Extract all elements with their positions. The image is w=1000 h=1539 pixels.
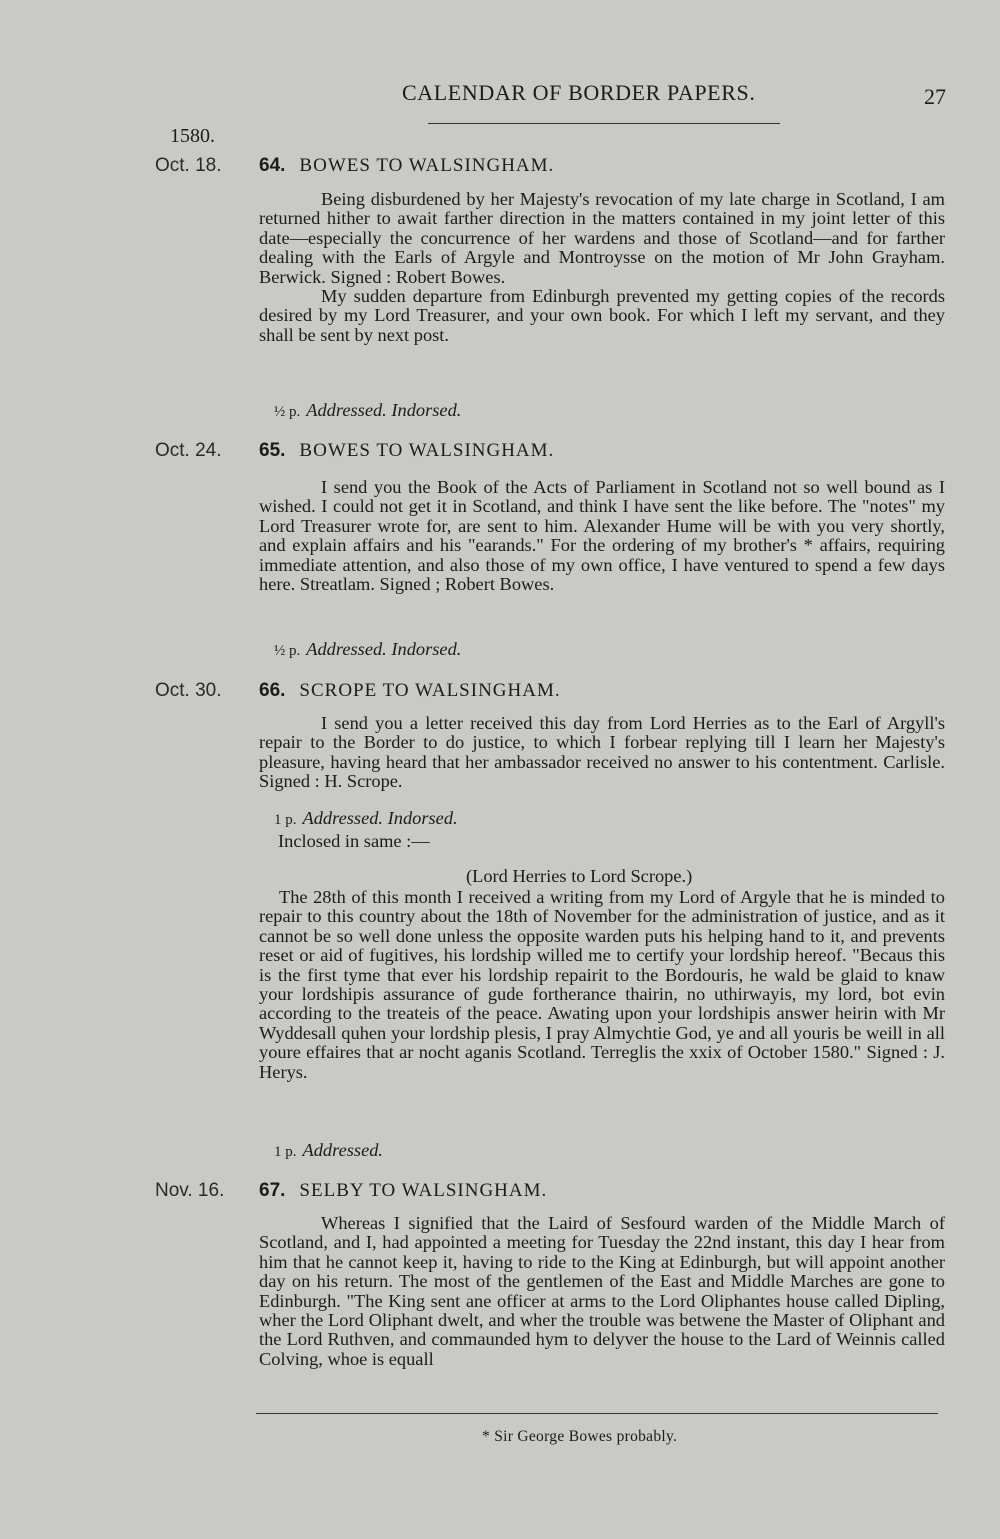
- entry-65-body: [259, 478, 945, 594]
- page-number: 27: [924, 84, 946, 109]
- entry-number: 67.: [259, 1180, 286, 1201]
- inclosure-note: [274, 1140, 383, 1161]
- entry-64-body: [259, 190, 945, 345]
- entry-heading: [259, 155, 554, 177]
- entry-67-body: [259, 1214, 945, 1369]
- paragraph: I send you a letter received this day from Lord Herries as to the Earl of Argyll's repair to the Border to do justice, to which I forbear replying till I learn her Majesty's pleasure, having heard that her ambassador received no answer to his contentment. Carlisle. Signed : H. Scrope.: [259, 713, 945, 792]
- inclosure-title: (Lord Herries to Lord Scrope.): [466, 866, 693, 886]
- entry-66-note: [274, 808, 458, 829]
- entry-number: 65.: [259, 440, 286, 461]
- page-count: ½ p.: [274, 643, 301, 659]
- running-title: CALENDAR OF BORDER PAPERS.: [402, 80, 756, 105]
- entry-heading: [259, 1180, 547, 1202]
- footnote: * Sir George Bowes probably.: [482, 1428, 678, 1445]
- year-label: 1580.: [170, 125, 215, 147]
- entry-number: 64.: [259, 155, 286, 176]
- entry-66-body: [259, 714, 945, 792]
- paragraph: Whereas I signified that the Laird of Sesfourd warden of the Middle March of Scotland, and I, had appointed a meeting for Tuesday the 22nd instant, this day I hear from him that he cannot keep it, having to ride to the King at Edinburgh, but will appoint another day on his return. The most of the gentlemen of the East and Middle Marches are gone to Edinburgh. "The King sent ane officer at arms to the Lord Oliphantes house called Dipling, wher the Lord Oliphant dwelt, and wher the trouble was betwene the Master of Oliphant and the Lord Ruthven, and commaunded hym to delyver the house to the Lard of Weinnis called Colving, whoe is equall: [259, 1213, 945, 1369]
- entry-64-note: [274, 400, 461, 421]
- note-text: Addressed. Indorsed.: [306, 639, 462, 659]
- page-count: 1 p.: [274, 1144, 297, 1160]
- entry-date: Oct. 30.: [155, 680, 222, 701]
- paragraph: My sudden departure from Edinburgh prevented my getting copies of the records desired by my Lord Treasurer, and your own book. For which I left my servant, and they shall be sent by next post.: [259, 286, 945, 345]
- entry-heading: [259, 680, 561, 702]
- note-text: Addressed.: [302, 1140, 384, 1160]
- note-text: Addressed. Indorsed.: [306, 400, 462, 420]
- entry-title: BOWES TO WALSINGHAM.: [299, 440, 555, 461]
- entry-number: 66.: [259, 680, 286, 701]
- inclosure-body: [259, 888, 945, 1082]
- inclosure-label: Inclosed in same :—: [278, 831, 430, 851]
- page-count: 1 p.: [274, 812, 297, 828]
- page-count: ½ p.: [274, 404, 301, 420]
- footnote-rule: [256, 1413, 938, 1414]
- note-text: Addressed. Indorsed.: [302, 808, 458, 828]
- entry-title: SCROPE TO WALSINGHAM.: [299, 680, 561, 701]
- entry-date: Nov. 16.: [155, 1180, 225, 1201]
- entry-title: SELBY TO WALSINGHAM.: [299, 1180, 548, 1201]
- entry-heading: [259, 440, 554, 462]
- entry-65-note: [274, 639, 461, 660]
- paragraph: The 28th of this month I received a writing from my Lord of Argyle that he is minded to repair to this country about the 18th of November for the administration of justice, and as it cannot be so well done unless the opposite warden puts his helping hand to it, and prevents reset or aid of fugitives, his lordship willed me to certify your lordship hereof. "Becaus this is the first tyme that ever his lordship repairit to the Bordouris, he wald be glaid to knaw your lordshipis assurance of gude fortherance thairin, no uthirwayis, my lord, bot evin according to the treateis of the peace. Awating upon your lordshipis answer heirin with Mr Wyddesall quhen your lordship plesis, I pray Almychtie God, ye and all youris be weill in all youre effaires that ar nocht aganis Scotland. Terreglis the xxix of October 1580." Signed : J. Herys.: [259, 887, 945, 1082]
- entry-date: Oct. 18.: [155, 155, 222, 176]
- header-rule: [428, 123, 780, 124]
- paragraph: Being disburdened by her Majesty's revocation of my late charge in Scotland, I am returned hither to await farther direction in the matters contained in my joint letter of this date—especially the concurrence of her wardens and those of Scotland—and for farther dealing with the Earls of Argyle and Montroysse on the motion of Mr John Grayham. Berwick. Signed : Robert Bowes.: [259, 189, 945, 287]
- paragraph: I send you the Book of the Acts of Parliament in Scotland not so well bound as I wished. I could not get it in Scotland, and think I have sent the like before. The "notes" my Lord Treasurer wrote for, are sent to him. Alexander Hume will be with you very shortly, and explain affairs and his "earands." For the ordering of my brother's * affairs, requiring immediate attention, and also those of my own office, I have ventured to spend a few days here. Streatlam. Signed ; Robert Bowes.: [259, 477, 945, 595]
- entry-title: BOWES TO WALSINGHAM.: [299, 155, 555, 176]
- entry-date: Oct. 24.: [155, 440, 222, 461]
